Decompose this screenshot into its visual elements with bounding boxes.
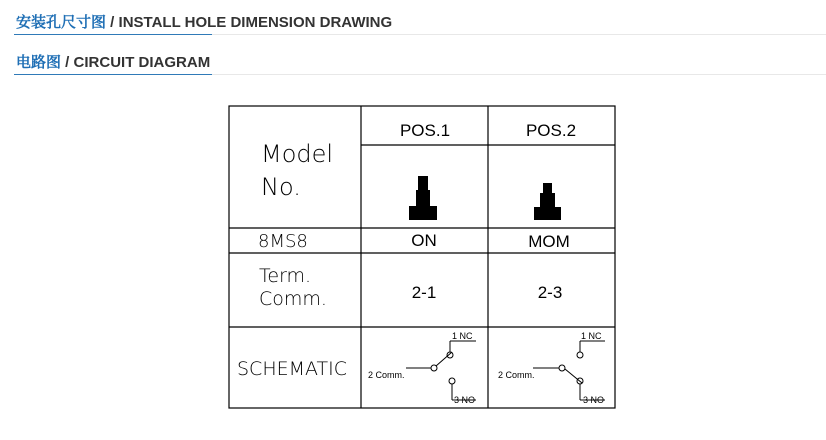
section-underline-accent [14, 34, 212, 35]
pos2-state: MOM [528, 232, 570, 251]
pos2-header: POS.2 [525, 121, 577, 140]
section-title-en: CIRCUIT DIAGRAM [73, 54, 211, 71]
section-title-zh: 电路图 [16, 54, 62, 71]
pos2-schematic [498, 331, 605, 405]
pos1-schematic [368, 331, 476, 405]
model-label-line1: Model [261, 140, 334, 168]
term-label-line1: Term. [259, 265, 312, 287]
terminal-3-label: 3 NO [583, 395, 605, 405]
model-label-line2: No. [261, 173, 301, 201]
title-separator: / [61, 54, 74, 71]
pos1-toggle-icon [409, 176, 437, 220]
pos2-toggle-icon [534, 183, 561, 220]
pos2-term: 2-3 [537, 283, 563, 302]
section-title [16, 51, 210, 72]
model-number: 8MS8 [258, 231, 308, 252]
terminal-2-label: 2 Comm. [498, 370, 535, 380]
section-title-en: INSTALL HOLE DIMENSION DRAWING [118, 14, 393, 31]
section-header-install-hole [14, 8, 826, 35]
title-separator: / [106, 14, 119, 31]
pos1-state: ON [411, 231, 437, 250]
terminal-2-label: 2 Comm. [368, 370, 405, 380]
terminal-3-label: 3 NO [454, 395, 476, 405]
circuit-diagram-table [228, 105, 618, 410]
term-label-line2: Comm. [259, 288, 327, 310]
section-underline-accent [14, 74, 212, 75]
terminal-1-label: 1 NC [581, 331, 602, 341]
schematic-label: SCHEMATIC [237, 358, 348, 380]
pos1-term: 2-1 [411, 283, 437, 302]
section-header-circuit-diagram [14, 48, 826, 75]
section-title-zh: 安装孔尺寸图 [16, 14, 107, 31]
terminal-1-label: 1 NC [452, 331, 473, 341]
section-title [16, 11, 392, 32]
pos1-header: POS.1 [399, 121, 451, 140]
